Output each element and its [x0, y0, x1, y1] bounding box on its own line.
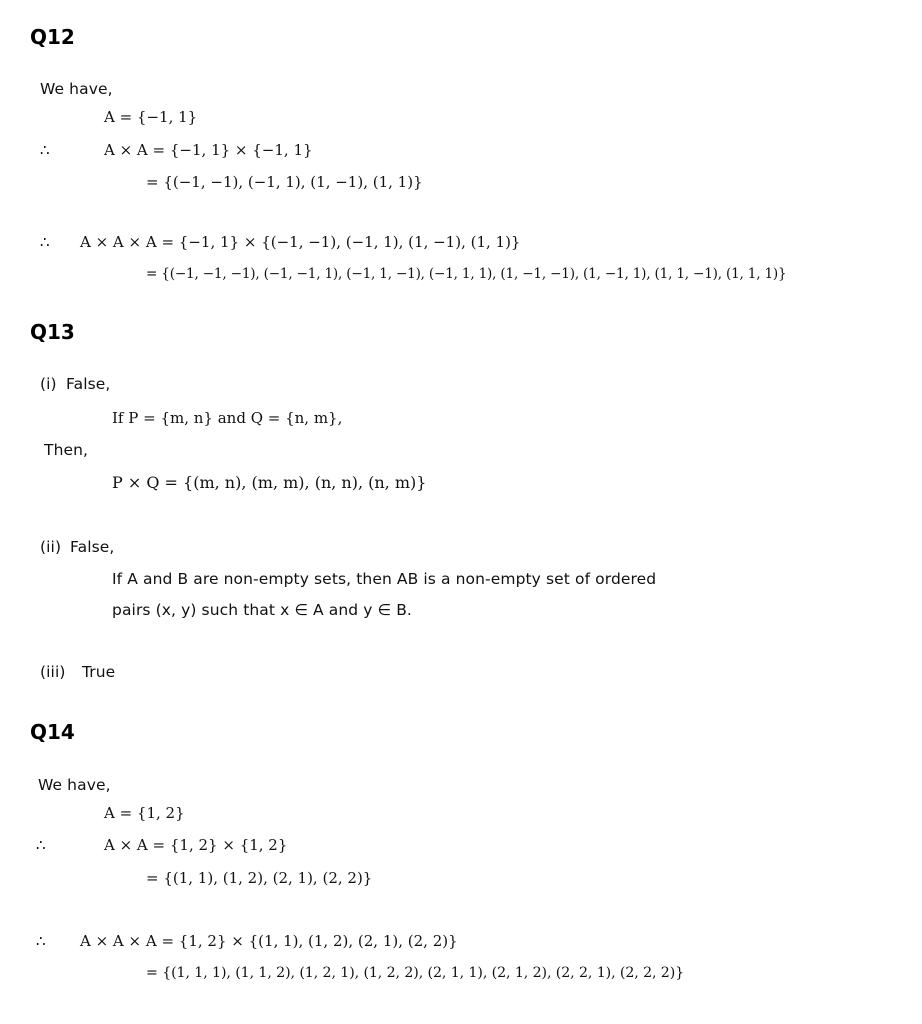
- q13-part1-then: Then,: [44, 441, 89, 459]
- q13-part3-verdict: True: [82, 663, 116, 681]
- q14-line5: = {(1, 1, 1), (1, 1, 2), (1, 2, 1), (1, 2, 2), (2, 1, 1), (2, 1, 2), (2, 2, 1), (2, 2, 2)}: [146, 965, 685, 981]
- q13-part2-line1: If A and B are non-empty sets, then AB is a non-empty set of ordered: [112, 570, 657, 588]
- q14-line4: A × A × A = {1, 2} × {(1, 1), (1, 2), (2, 1), (2, 2)}: [80, 932, 458, 950]
- q12-heading: Q12: [30, 25, 75, 49]
- q12-line5: = {(−1, −1, −1), (−1, −1, 1), (−1, 1, −1), (−1, 1, 1), (1, −1, −1), (1, −1, 1), (1, 1, −1), (1, 1, 1)}: [146, 266, 787, 282]
- therefore-symbol: ∴: [40, 233, 50, 251]
- q14-heading: Q14: [30, 720, 75, 744]
- q14-intro: We have,: [38, 776, 111, 794]
- q13-part2-label: (ii): [40, 538, 62, 556]
- q14-line2: A × A = {1, 2} × {1, 2}: [104, 836, 288, 854]
- q13-heading: Q13: [30, 320, 75, 344]
- q13-part1-if: If P = {m, n} and Q = {n, m},: [112, 409, 343, 427]
- q13-part1-product: P × Q = {(m, n), (m, m), (n, n), (n, m)}: [112, 473, 427, 492]
- q12-line1: A = {−1, 1}: [104, 108, 198, 126]
- therefore-symbol: ∴: [40, 141, 50, 159]
- q13-part3-label: (iii): [40, 663, 66, 681]
- therefore-symbol: ∴: [36, 932, 46, 950]
- q12-line2: A × A = {−1, 1} × {−1, 1}: [104, 141, 313, 159]
- q12-intro: We have,: [40, 80, 113, 98]
- q13-part1-label: (i): [40, 375, 57, 393]
- q13-part2-line2: pairs (x, y) such that x ∈ A and y ∈ B.: [112, 601, 412, 619]
- therefore-symbol: ∴: [36, 836, 46, 854]
- q12-line3: = {(−1, −1), (−1, 1), (1, −1), (1, 1)}: [146, 173, 423, 191]
- q13-part1-verdict: False,: [66, 375, 111, 393]
- q14-line1: A = {1, 2}: [104, 804, 185, 822]
- q13-part2-verdict: False,: [70, 538, 115, 556]
- q12-line4: A × A × A = {−1, 1} × {(−1, −1), (−1, 1), (1, −1), (1, 1)}: [80, 233, 521, 251]
- q14-line3: = {(1, 1), (1, 2), (2, 1), (2, 2)}: [146, 869, 373, 887]
